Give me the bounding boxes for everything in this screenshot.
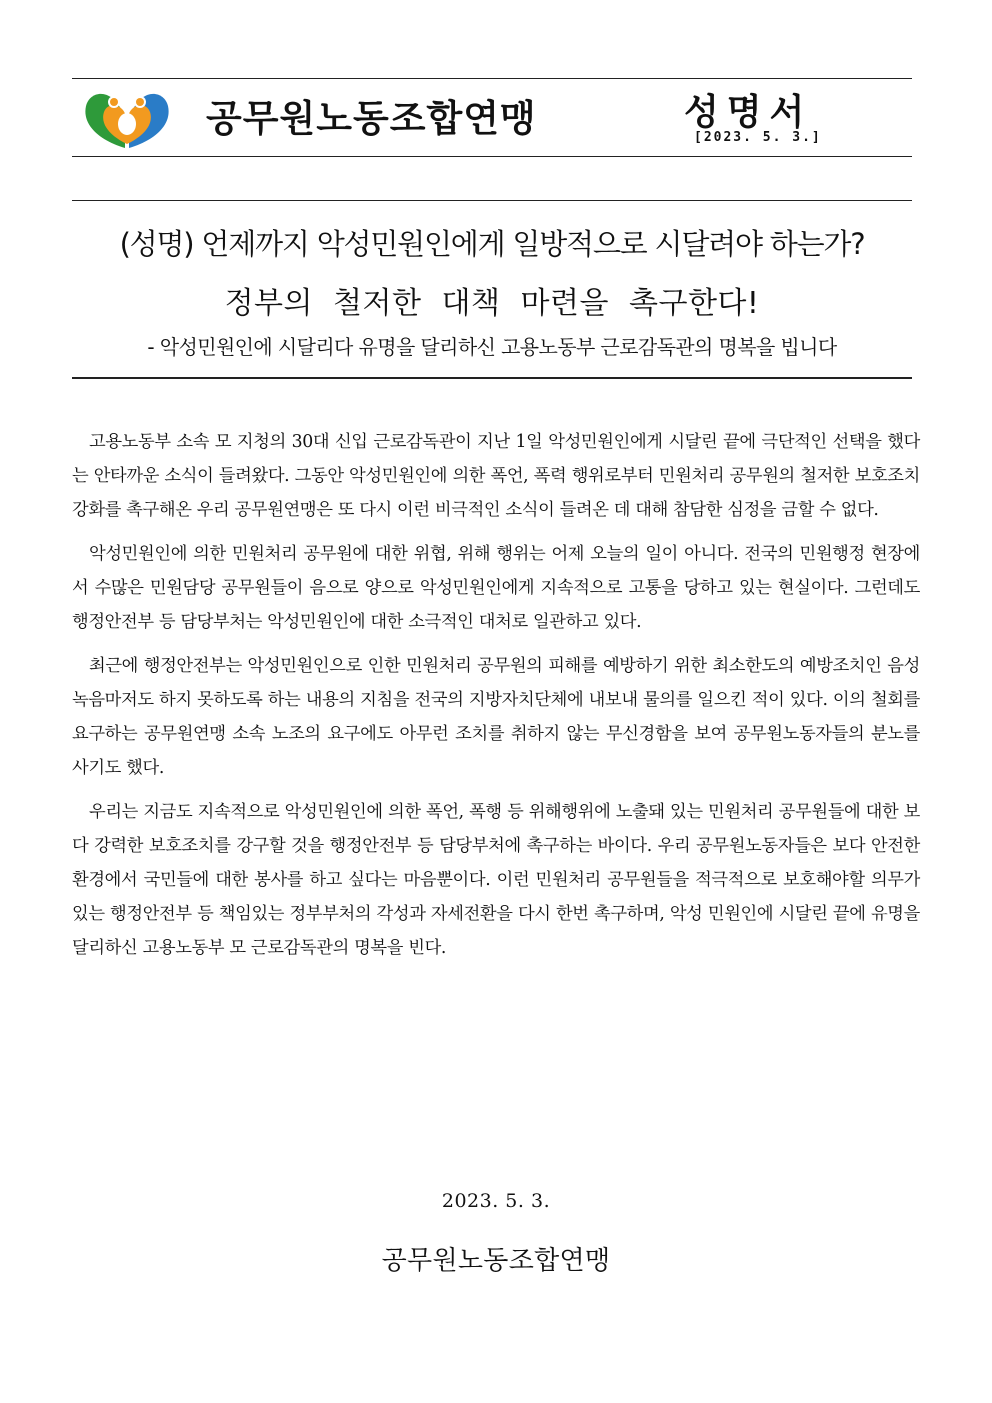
doc-type-title: 성명서: [684, 92, 813, 133]
header-top-rule: [72, 78, 912, 79]
body-paragraph-3: 최근에 행정안전부는 악성민원인으로 인한 민원처리 공무원의 피해를 예방하기 위한 최소한도의 예방조치인 음성녹음마저도 하지 못하도록 하는 내용의 지침을 전국의 지방자치단체에 내보내 물의를 일으킨 적이 있다. 이의 철회를 요구하는 공무원연맹 소속 노조의 요구에도 아무런 조치를 취하지 않는 무신경함을 보여 공무원노동자들의 분노를 사기도 했다.: [72, 656, 920, 778]
header-bottom-rule: [72, 156, 912, 157]
statement-body: [72, 425, 920, 975]
body-paragraph-4: 우리는 지금도 지속적으로 악성민원인에 의한 폭언, 폭행 등 위해행위에 노출돼 있는 민원처리 공무원들에 대한 보다 강력한 보호조치를 강구할 것을 행정안전부 등 담당부처에 촉구하는 바이다. 우리 공무원노동자들은 보다 안전한 환경에서 국민들에 대한 봉사를 하고 싶다는 마음뿐이다. 이런 민원처리 공무원들을 적극적으로 보호해야할 의무가 있는 행정안전부 등 책임있는 정부부처의 각성과 자세전환을 다시 한번 촉구하며, 악성 민원인에 시달린 끝에 유명을 달리하신 고용노동부 모 근로감독관의 명복을 빈다.: [72, 802, 920, 958]
body-paragraph-2: 악성민원인에 의한 민원처리 공무원에 대한 위협, 위해 행위는 어제 오늘의 일이 아니다. 전국의 민원행정 현장에서 수많은 민원담당 공무원들이 음으로 양으로 악성민원인에게 지속적으로 고통을 당하고 있는 현실이다. 그런데도 행정안전부 등 담당부처는 악성민원인에 대한 소극적인 대처로 일관하고 있다.: [72, 544, 920, 632]
document-header: [72, 80, 912, 156]
title-top-rule: [72, 200, 912, 201]
closing-org-name: 공무원노동조합연맹: [381, 1246, 611, 1276]
body-paragraph-1: 고용노동부 소속 모 지청의 30대 신입 근로감독관이 지난 1일 악성민원인에게 시달린 끝에 극단적인 선택을 했다는 안타까운 소식이 들려왔다. 그동안 악성민원인에 의한 폭언, 폭력 행위로부터 민원처리 공무원의 철저한 보호조치 강화를 촉구해온 우리 공무원연맹은 또 다시 이런 비극적인 소식이 들려온 데 대해 참담한 심정을 금할 수 없다.: [72, 432, 920, 520]
org-name: 공무원노동조합연맹: [206, 97, 537, 140]
doc-date: [2023. 5. 3.]: [694, 130, 822, 145]
statement-subtitle: - 악성민원인에 시달리다 유명을 달리하신 고용노동부 근로감독관의 명복을 빕니다: [147, 335, 837, 359]
statement-title-line2: 정부의 철저한 대책 마련을 촉구한다!: [224, 286, 760, 321]
statement-title-line1: (성명) 언제까지 악성민원인에게 일방적으로 시달려야 하는가?: [119, 227, 865, 261]
closing-date: 2023. 5. 3.: [441, 1190, 551, 1212]
title-bottom-rule: [72, 377, 912, 379]
union-logo-icon: [78, 84, 176, 154]
